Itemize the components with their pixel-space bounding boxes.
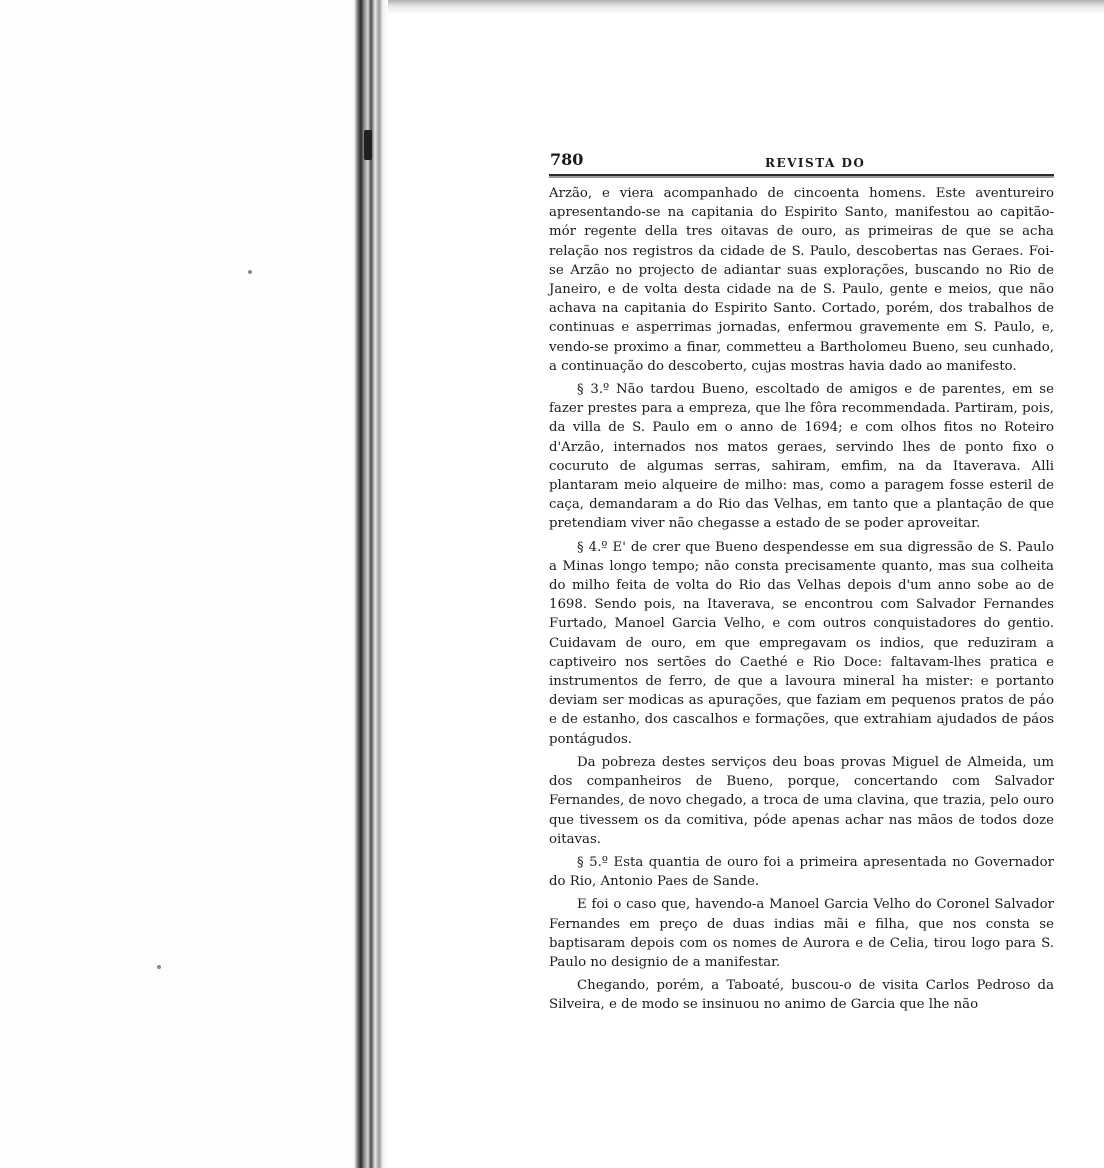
page-number: 780: [550, 150, 584, 169]
page-top-shadow: [388, 0, 1104, 14]
body-text: [549, 184, 1054, 1015]
paragraph: § 4.º E' de crer que Bueno despendesse em sua digressão de S. Paulo a Minas longo tempo; não consta precisamente quanto, mas sua colheita do milho feita de volta do Rio das Velhas depois d'um anno sobe ao de 1698. Sendo pois, na Itaverava, se encontrou com Salvador Fernandes Furtado, Manoel Garcia Velho, e com outros conquistadores do gentio. Cuidavam de ouro, em que empregavam os indios, que reduziram a captiveiro nos sertões do Caethé e Rio Doce: faltavam-lhes pratica e instrumentos de ferro, de que a lavoura mineral ha mister: e portanto deviam ser modicas as apurações, que faziam em pequenos pratos de páo e de estanho, dos cascalhos e formações, que extrahiam ajudados de páos pontágudos.: [549, 539, 1054, 747]
right-page: [549, 148, 1054, 1019]
paragraph: Da pobreza destes serviços deu boas provas Miguel de Almeida, um dos companheiros de Bueno, porque, concertando com Salvador Fernandes, de novo chegado, a troca de uma clavina, que trazia, pelo ouro que tivessem os da comitiva, póde apenas achar nas mãos de todos doze oitavas.: [549, 754, 1054, 847]
paragraph: Chegando, porém, a Taboaté, buscou-o de visita Carlos Pedroso da Silveira, e de modo se insinuou no animo de Garcia que lhe não: [549, 978, 1054, 1013]
paragraph: E foi o caso que, havendo-a Manoel Garcia Velho do Coronel Salvador Fernandes em preço de duas indias mãi e filha, que nos consta se baptisaram depois com os nomes de Aurora e de Celia, tirou logo para S. Paulo no designio de a manifestar.: [549, 897, 1054, 970]
paragraph: Arzão, e viera acompanhado de cincoenta homens. Este aventureiro apresentando-se na capitania do Espirito Santo, manifestou ao capitão-mór regente della tres oitavas de ouro, as primeiras de que se acha relação nos registros da cidade de S. Paulo, descobertas nas Geraes. Foi-se Arzão no projecto de adiantar suas explorações, buscando no Rio de Janeiro, e de volta desta cidade na de S. Paulo, gente e meios, que não achava na capitania do Espirito Santo. Cortado, porém, dos trabalhos de continuas e asperrimas jornadas, enfermou gravemente em S. Paulo, e, vendo-se proximo a finar, commetteu a Bartholomeu Bueno, seu cunhado, a continuação do descoberto, cujas mostras havia dado ao manifesto.: [549, 186, 1054, 374]
running-head: [549, 148, 1054, 176]
book-spine: [354, 0, 388, 1168]
page-speck: [248, 270, 252, 274]
paragraph: § 3.º Não tardou Bueno, escoltado de amigos e de parentes, em se fazer prestes para a empreza, que lhe fôra recommendada. Partiram, pois, da villa de S. Paulo em o anno de 1694; e com olhos fitos no Roteiro d'Arzão, internados nos matos geraes, servindo lhes de ponto fixo o cocuruto de algumas serras, sahiram, emfim, na da Itaverava. Alli plantaram meio alqueire de milho: mas, como a paragem fosse esteril de caça, demandaram a do Rio das Velhas, em tanto que a plantação de que pretendiam viver não chegasse a estado de se poder aproveitar.: [549, 382, 1054, 532]
left-facing-page: [0, 0, 368, 1168]
paragraph: § 5.º Esta quantia de ouro foi a primeira apresentada no Governador do Rio, Antonio Paes de Sande.: [549, 854, 1054, 890]
page-speck: [157, 965, 161, 969]
running-title: REVISTA DO: [765, 156, 866, 170]
spine-binding-mark: [364, 130, 372, 160]
